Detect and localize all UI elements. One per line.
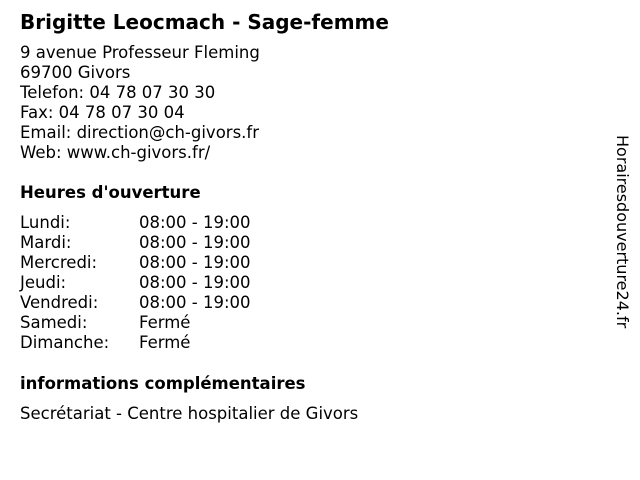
- page-title: Brigitte Leocmach - Sage-femme: [20, 10, 389, 34]
- day-label: Lundi:: [20, 213, 71, 232]
- day-hours: 08:00 - 19:00: [139, 273, 251, 292]
- day-label: Dimanche:: [20, 333, 110, 352]
- website-url: Web: www.ch-givors.fr/: [20, 143, 211, 162]
- day-hours: 08:00 - 19:00: [139, 253, 251, 272]
- day-hours: 08:00 - 19:00: [139, 293, 251, 312]
- site-watermark: Horairesdouverture24.fr: [613, 135, 632, 329]
- day-label: Samedi:: [20, 313, 88, 332]
- address-street: 9 avenue Professeur Fleming: [20, 43, 260, 62]
- email-address: Email: direction@ch-givors.fr: [20, 123, 260, 142]
- day-hours: Fermé: [139, 313, 191, 332]
- fax-number: Fax: 04 78 07 30 04: [20, 103, 185, 122]
- day-hours: 08:00 - 19:00: [139, 213, 251, 232]
- phone-number: Telefon: 04 78 07 30 30: [20, 83, 216, 102]
- contact-block: [20, 43, 260, 163]
- day-hours: Fermé: [139, 333, 191, 352]
- day-label: Vendredi:: [20, 293, 99, 312]
- day-label: Jeudi:: [20, 273, 67, 292]
- additional-info-text: Secrétariat - Centre hospitalier de Givors: [20, 404, 359, 423]
- day-label: Mardi:: [20, 233, 72, 252]
- additional-info-heading: informations complémentaires: [20, 374, 306, 393]
- day-hours: 08:00 - 19:00: [139, 233, 251, 252]
- opening-hours-heading: Heures d'ouverture: [20, 183, 201, 202]
- address-city: 69700 Givors: [20, 63, 131, 82]
- day-label: Mercredi:: [20, 253, 98, 272]
